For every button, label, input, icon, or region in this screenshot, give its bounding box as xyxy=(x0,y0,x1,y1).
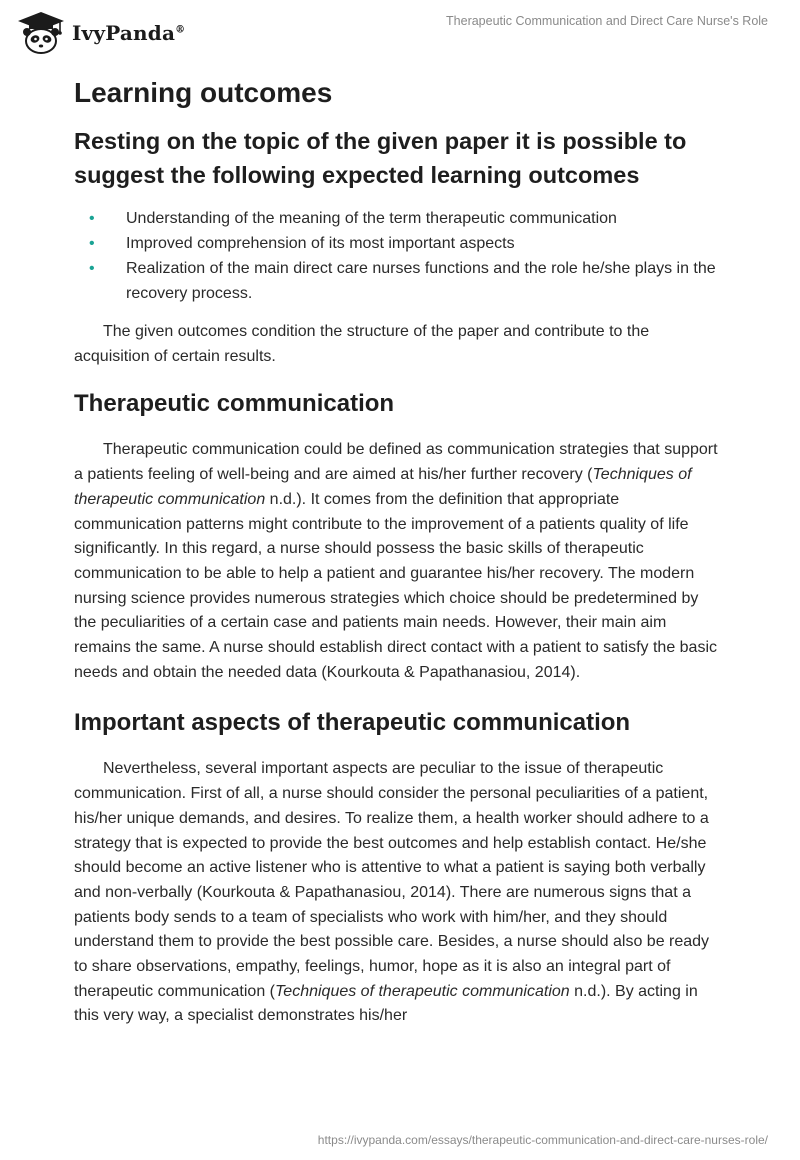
therapeutic-communication-paragraph xyxy=(74,438,719,685)
section-title-important-aspects: Important aspects of therapeutic communication xyxy=(74,709,631,737)
list-item xyxy=(74,256,719,306)
outcomes-subheading: Resting on the topic of the given paper it is possible to suggest the following expected learning outcomes xyxy=(74,128,687,188)
logo-name: IvyPanda xyxy=(72,21,176,45)
document-title: Therapeutic Communication and Direct Care Nurse's Role xyxy=(446,14,768,28)
logo-wordmark xyxy=(72,21,185,45)
bullet-icon: • xyxy=(89,210,95,227)
section-title-therapeutic-communication: Therapeutic communication xyxy=(74,390,395,418)
bullet-icon: • xyxy=(89,235,95,252)
citation-title: Techniques of therapeutic communication xyxy=(274,982,570,1000)
page-header xyxy=(0,0,800,70)
outcome-text: Understanding of the meaning of the term therapeutic communication xyxy=(126,210,617,227)
paragraph-text: Therapeutic communication could be defined as communication strategies that support a patients feeling of well-being and are aimed at his/her further recovery ( xyxy=(74,441,718,484)
bullet-icon: • xyxy=(89,260,95,277)
paragraph-text: n.d.). By acting in this very way, a specialist demonstrates his/her xyxy=(74,982,698,1025)
source-url[interactable]: https://ivypanda.com/essays/therapeutic-communication-and-direct-care-nurses-role/ xyxy=(317,1133,768,1147)
panda-graduation-cap-icon xyxy=(16,10,66,56)
outcomes-list xyxy=(74,206,719,306)
outcome-text: Realization of the main direct care nurses functions and the role he/she plays in the recovery process. xyxy=(126,260,716,302)
registered-mark: ® xyxy=(175,24,186,36)
article-content xyxy=(74,70,719,1029)
intro-paragraph: The given outcomes condition the structure of the paper and contribute to the acquisition of certain results. xyxy=(74,323,650,365)
paragraph-text: Nevertheless, several important aspects are peculiar to the issue of therapeutic communication. First of all, a nurse should consider the personal peculiarities of a patient, his/her unique demands, and desires. To realize them, a health worker should adhere to a strategy that is expected to provide the best outcomes and help establish contact. He/she should become an active listener who is attentive to what a patient is saying both verbally and non-verbally (Kourkouta & Papathanasiou, 2014). There are numerous signs that a patients body sends to a team of specialists who work with him/her, and they should understand them to provide the best possible care. Besides, a nurse should also be ready to share observations, empathy, feelings, humor, hope as it is also an integral part of therapeutic communication ( xyxy=(74,760,710,1000)
list-item xyxy=(74,231,719,256)
list-item xyxy=(74,206,719,231)
paragraph-text: n.d.). It comes from the definition that appropriate communication patterns might contribute to the improvement of a patients quality of life significantly. In this regard, a nurse should possess the basic skills of therapeutic communication to be able to help a patient and guarantee his/her recovery. The modern nursing science provides numerous strategies which choice should be predetermined by the peculiarities of a certain case and patients main needs. However, their main aim remains the same. A nurse should establish direct contact with a patient to satisfy the basic needs and obtain the needed data (Kourkouta & Papathanasiou, 2014). xyxy=(74,490,718,681)
outcome-text: Improved comprehension of its most important aspects xyxy=(126,235,515,252)
citation-title: Techniques of therapeutic communication xyxy=(74,466,692,508)
important-aspects-paragraph xyxy=(74,757,719,1029)
learning-outcomes-heading: Learning outcomes xyxy=(74,77,333,108)
ivypanda-logo[interactable] xyxy=(16,10,185,56)
